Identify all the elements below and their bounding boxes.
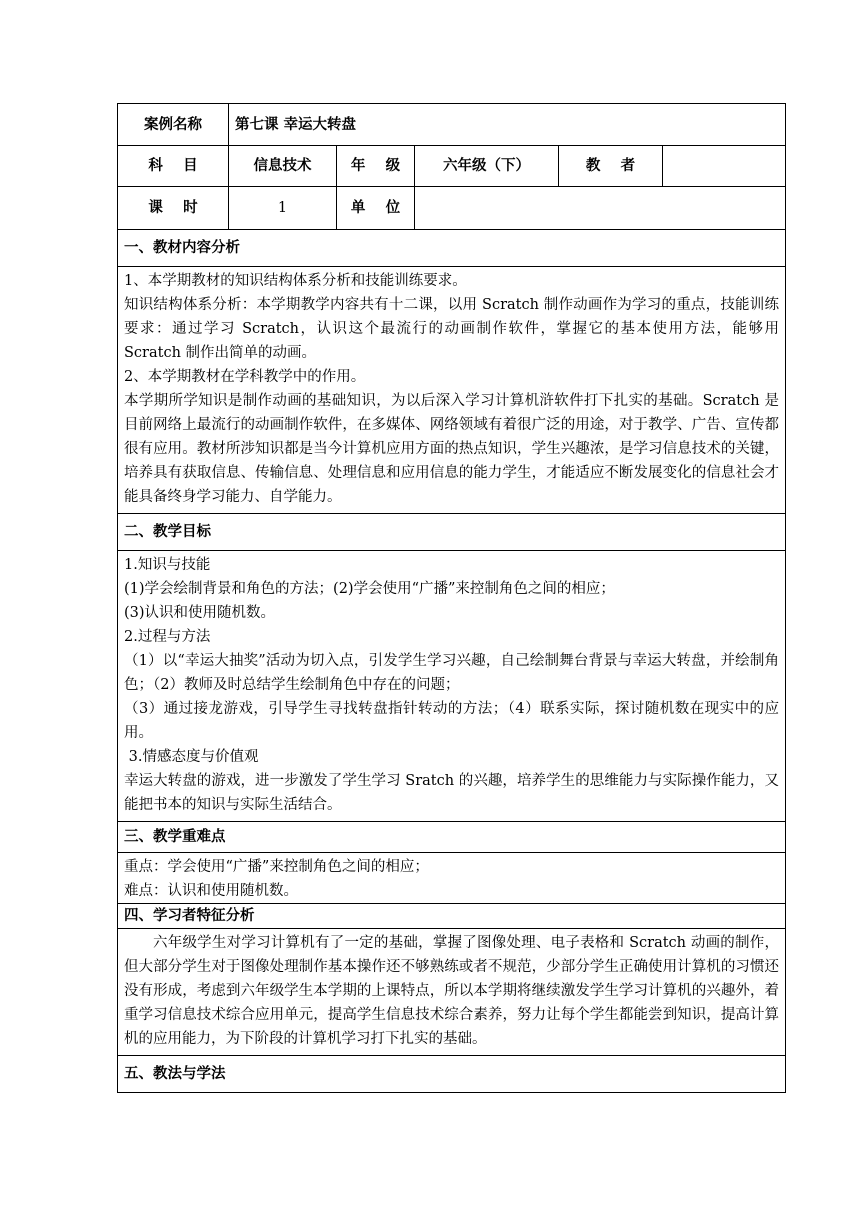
subject-label: 科 目 xyxy=(118,146,229,187)
row-section-1-body xyxy=(118,267,786,514)
section-2-line: 2.过程与方法 xyxy=(124,629,211,645)
grade-value: 六年级（下） xyxy=(415,146,559,187)
hours-value: 1 xyxy=(229,187,337,230)
section-1-body xyxy=(118,267,786,514)
section-3-body xyxy=(118,853,786,904)
row-section-3-title xyxy=(118,822,786,853)
row-hours xyxy=(118,187,786,230)
row-section-2-title xyxy=(118,514,786,551)
section-1-line: 本学期所学知识是制作动画的基础知识，为以后深入学习计算机浒软件打下扎实的基础。Scratch 是目前网络上最流行的动画制作软件，在多媒体、网络领域有着很广泛的用途，对于教学、广告、宣传都很有应用。教材所涉知识都是当今计算机应用方面的热点知识，学生兴趣浓，是学习信息技术的关键，培养具有获取信息、传输信息、处理信息和应用信息的能力学生，才能适应不断发展变化的信息社会才能具备终身学习能力、自学能力。 xyxy=(124,393,779,505)
row-case-name xyxy=(118,104,786,146)
section-2-line: 幸运大转盘的游戏，进一步激发了学生学习 Sratch 的兴趣，培养学生的思维能力与实际操作能力，又能把书本的知识与实际生活结合。 xyxy=(124,773,779,813)
section-4-body xyxy=(118,929,786,1056)
section-2-line: (1)学会绘制背景和角色的方法；(2)学会使用“广播”来控制角色之间的相应； xyxy=(124,581,615,597)
section-1-line: 知识结构体系分析：本学期教学内容共有十二课，以用 Scratch 制作动画作为学习的重点，技能训练要求：通过学习 Scratch，认识这个最流行的动画制作软件，掌握它的基本使用方法，能够用 Scratch 制作出简单的动画。 xyxy=(124,297,779,361)
section-2-line: 1.知识与技能 xyxy=(124,557,211,573)
hours-label: 课 时 xyxy=(118,187,229,230)
section-1-title: 一、教材内容分析 xyxy=(118,230,786,267)
section-2-line: (3)认识和使用随机数。 xyxy=(124,605,276,621)
section-2-body xyxy=(118,551,786,822)
unit-value xyxy=(415,187,786,230)
teacher-label: 教 者 xyxy=(559,146,663,187)
section-2-line: （1）以“幸运大抽奖”活动为切入点，引发学生学习兴趣，自己绘制舞台背景与幸运大转盘，并绘制角色；（2）教师及时总结学生绘制角色中存在的问题； xyxy=(124,653,779,693)
grade-label: 年 级 xyxy=(337,146,415,187)
row-section-2-body xyxy=(118,551,786,822)
row-section-1-title xyxy=(118,230,786,267)
section-4-title: 四、学习者特征分析 xyxy=(118,904,786,929)
row-section-4-title xyxy=(118,904,786,929)
teacher-value xyxy=(663,146,786,187)
row-section-3-body xyxy=(118,853,786,904)
section-1-line: 1、本学期教材的知识结构体系分析和技能训练要求。 xyxy=(124,273,467,289)
row-section-4-body xyxy=(118,929,786,1056)
section-3-title: 三、教学重难点 xyxy=(118,822,786,853)
unit-label: 单 位 xyxy=(337,187,415,230)
case-name-value: 第七课 幸运大转盘 xyxy=(229,104,786,146)
section-2-title: 二、教学目标 xyxy=(118,514,786,551)
row-subject xyxy=(118,146,786,187)
case-name-label: 案例名称 xyxy=(118,104,229,146)
section-2-line: 3.情感态度与价值观 xyxy=(124,749,259,765)
section-1-line: 2、本学期教材在学科教学中的作用。 xyxy=(124,369,366,385)
subject-value: 信息技术 xyxy=(229,146,337,187)
lesson-plan-table xyxy=(117,103,786,1093)
section-3-line: 重点：学会使用“广播”来控制角色之间的相应； xyxy=(124,859,429,875)
section-4-paragraph: 六年级学生对学习计算机有了一定的基础，掌握了图像处理、电子表格和 Scratch 动画的制作，但大部分学生对于图像处理制作基本操作还不够熟练或者不规范，少部分学生正确使用计算机的习惯还没有形成，考虑到六年级学生本学期的上课特点，所以本学期将继续激发学生学习计算机的兴趣外，着重学习信息技术综合应用单元，提高学生信息技术综合素养，努力让每个学生都能尝到知识，提高计算机的应用能力，为下阶段的计算机学习打下扎实的基础。 xyxy=(124,935,779,1047)
section-2-line: （3）通过接龙游戏，引导学生寻找转盘指针转动的方法；（4）联系实际，探讨随机数在现实中的应用。 xyxy=(124,701,779,741)
row-section-5-title xyxy=(118,1056,786,1093)
section-3-line: 难点：认识和使用随机数。 xyxy=(124,883,298,899)
section-5-title: 五、教法与学法 xyxy=(118,1056,786,1093)
